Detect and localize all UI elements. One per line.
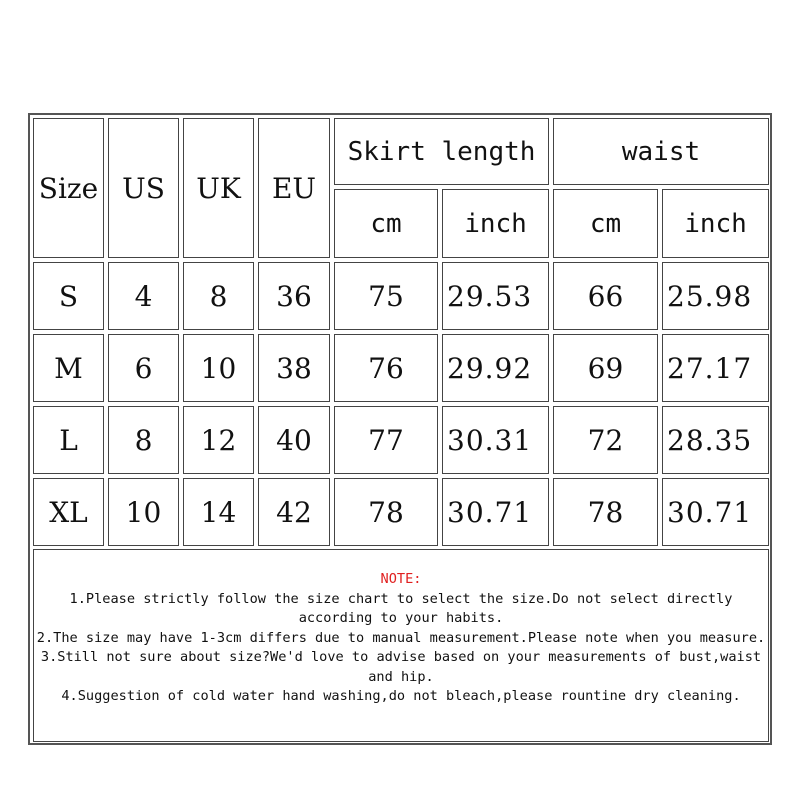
note-item: 3.Still not sure about size?We'd love to advise based on your measurements of bust,waist and hip. bbox=[40, 649, 762, 685]
header-eu: EU bbox=[258, 118, 330, 258]
cell-size: S bbox=[33, 262, 104, 330]
cell-waist-cm: 66 bbox=[553, 262, 658, 330]
cell-waist-inch: 27.17 bbox=[662, 334, 769, 402]
cell-eu: 36 bbox=[258, 262, 330, 330]
header-waist-inch: inch bbox=[662, 189, 769, 258]
cell-us: 4 bbox=[108, 262, 179, 330]
cell-waist-inch: 30.71 bbox=[662, 478, 769, 546]
cell-skirt-inch: 30.71 bbox=[442, 478, 549, 546]
cell-skirt-inch: 29.53 bbox=[442, 262, 549, 330]
size-chart bbox=[28, 113, 772, 745]
cell-skirt-cm: 75 bbox=[334, 262, 438, 330]
header-skirt-inch: inch bbox=[442, 189, 549, 258]
cell-waist-inch: 28.35 bbox=[662, 406, 769, 474]
cell-eu: 40 bbox=[258, 406, 330, 474]
cell-us: 6 bbox=[108, 334, 179, 402]
cell-us: 8 bbox=[108, 406, 179, 474]
header-skirt-cm: cm bbox=[334, 189, 438, 258]
cell-eu: 42 bbox=[258, 478, 330, 546]
cell-waist-inch: 25.98 bbox=[662, 262, 769, 330]
cell-waist-cm: 72 bbox=[553, 406, 658, 474]
cell-size: L bbox=[33, 406, 104, 474]
header-uk: UK bbox=[183, 118, 254, 258]
notes-box bbox=[33, 549, 769, 742]
header-skirt-length: Skirt length bbox=[334, 118, 549, 185]
note-title: NOTE: bbox=[380, 571, 422, 587]
header-size: Size bbox=[33, 118, 104, 258]
cell-skirt-inch: 30.31 bbox=[442, 406, 549, 474]
cell-size: M bbox=[33, 334, 104, 402]
cell-skirt-cm: 77 bbox=[334, 406, 438, 474]
cell-uk: 8 bbox=[183, 262, 254, 330]
header-waist-cm: cm bbox=[553, 189, 658, 258]
cell-skirt-cm: 78 bbox=[334, 478, 438, 546]
cell-waist-cm: 78 bbox=[553, 478, 658, 546]
header-waist: waist bbox=[553, 118, 769, 185]
cell-eu: 38 bbox=[258, 334, 330, 402]
note-item: 4.Suggestion of cold water hand washing,do not bleach,please rountine dry cleaning. bbox=[61, 688, 741, 704]
cell-us: 10 bbox=[108, 478, 179, 546]
cell-skirt-cm: 76 bbox=[334, 334, 438, 402]
cell-uk: 12 bbox=[183, 406, 254, 474]
cell-waist-cm: 69 bbox=[553, 334, 658, 402]
cell-uk: 10 bbox=[183, 334, 254, 402]
note-item: 1.Please strictly follow the size chart to select the size.Do not select directly according to your habits. bbox=[69, 590, 733, 626]
cell-skirt-inch: 29.92 bbox=[442, 334, 549, 402]
header-us: US bbox=[108, 118, 179, 258]
note-item: 2.The size may have 1-3cm differs due to manual measurement.Please note when you measure. bbox=[36, 629, 766, 646]
cell-size: XL bbox=[33, 478, 104, 546]
cell-uk: 14 bbox=[183, 478, 254, 546]
